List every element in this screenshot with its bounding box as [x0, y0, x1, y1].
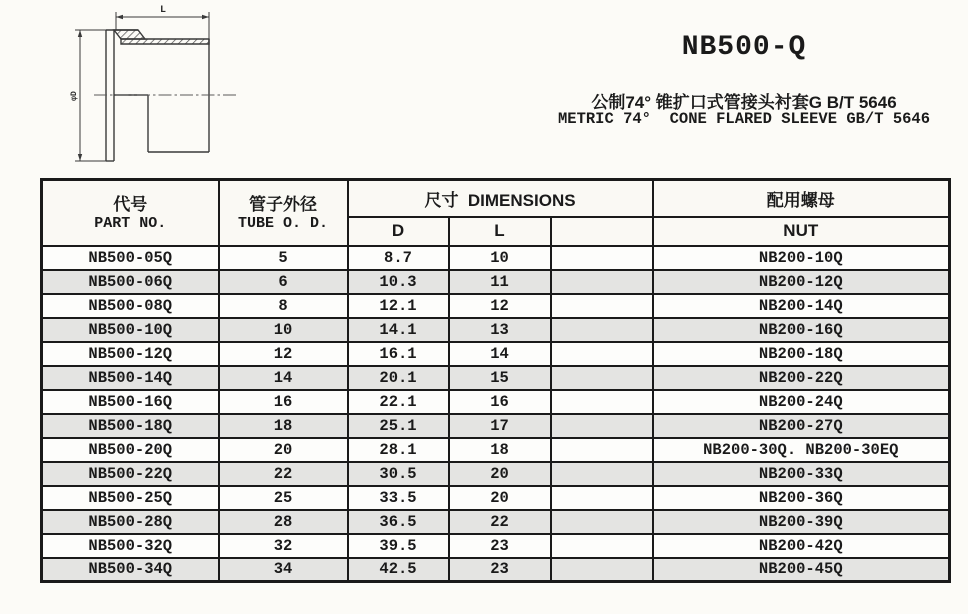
- cell-d: 22.1: [348, 390, 449, 414]
- cell-l: 16: [449, 390, 551, 414]
- cell-l: 17: [449, 414, 551, 438]
- table-row: [42, 270, 950, 294]
- cell-l: 23: [449, 558, 551, 582]
- tube-od-label-cn: 管子外径: [249, 194, 317, 214]
- cell-part-no: NB500-06Q: [42, 270, 219, 294]
- cell-part-no: NB500-10Q: [42, 318, 219, 342]
- cell-nut: NB200-42Q: [653, 534, 950, 558]
- cell-nut: NB200-12Q: [653, 270, 950, 294]
- cell-tube-od: 6: [219, 270, 348, 294]
- cell-l: 23: [449, 534, 551, 558]
- page-title: NB500-Q: [681, 32, 807, 63]
- cell-nut: NB200-27Q: [653, 414, 950, 438]
- spec-table: [40, 178, 951, 583]
- cell-blank: [551, 270, 653, 294]
- cell-l: 18: [449, 438, 551, 462]
- cell-nut: NB200-10Q: [653, 246, 950, 270]
- cell-tube-od: 34: [219, 558, 348, 582]
- cell-blank: [551, 510, 653, 534]
- cell-part-no: NB500-25Q: [42, 486, 219, 510]
- table-row: [42, 342, 950, 366]
- table-row: [42, 438, 950, 462]
- cell-blank: [551, 294, 653, 318]
- part-no-label-en: PART NO.: [94, 214, 167, 232]
- cell-blank: [551, 390, 653, 414]
- col-header-nut-en: NUT: [653, 217, 950, 246]
- col-header-d: D: [348, 217, 449, 246]
- cell-l: 20: [449, 462, 551, 486]
- cell-nut: NB200-24Q: [653, 390, 950, 414]
- dimension-diameter: [75, 30, 110, 161]
- cell-tube-od: 16: [219, 390, 348, 414]
- cell-part-no: NB500-28Q: [42, 510, 219, 534]
- cell-nut: NB200-30Q. NB200-30EQ: [653, 438, 950, 462]
- col-header-blank: [551, 217, 653, 246]
- cell-part-no: NB500-18Q: [42, 414, 219, 438]
- cell-part-no: NB500-20Q: [42, 438, 219, 462]
- cell-d: 28.1: [348, 438, 449, 462]
- cell-d: 36.5: [348, 510, 449, 534]
- cell-part-no: NB500-05Q: [42, 246, 219, 270]
- cell-tube-od: 22: [219, 462, 348, 486]
- table-header: [42, 180, 950, 246]
- cell-d: 25.1: [348, 414, 449, 438]
- col-header-nut-cn: 配用螺母: [653, 180, 950, 217]
- cell-l: 15: [449, 366, 551, 390]
- cell-l: 20: [449, 486, 551, 510]
- cell-d: 33.5: [348, 486, 449, 510]
- cell-blank: [551, 342, 653, 366]
- cell-tube-od: 25: [219, 486, 348, 510]
- tube-od-label-en: TUBE O. D.: [237, 214, 328, 232]
- cell-blank: [551, 414, 653, 438]
- cell-part-no: NB500-34Q: [42, 558, 219, 582]
- cell-blank: [551, 534, 653, 558]
- cell-tube-od: 14: [219, 366, 348, 390]
- table-row: [42, 318, 950, 342]
- cell-nut: NB200-33Q: [653, 462, 950, 486]
- cell-l: 10: [449, 246, 551, 270]
- table-row: [42, 558, 950, 582]
- cell-nut: NB200-36Q: [653, 486, 950, 510]
- subtitle-chinese: 公制74° 锥扩口式管接头衬套G B/T 5646: [591, 93, 897, 112]
- table-row: [42, 294, 950, 318]
- cell-part-no: NB500-22Q: [42, 462, 219, 486]
- table-row: [42, 366, 950, 390]
- cell-tube-od: 10: [219, 318, 348, 342]
- cell-l: 22: [449, 510, 551, 534]
- cell-tube-od: 12: [219, 342, 348, 366]
- cell-tube-od: 20: [219, 438, 348, 462]
- table-row: [42, 246, 950, 270]
- cell-tube-od: 32: [219, 534, 348, 558]
- table-row: [42, 486, 950, 510]
- table-row: [42, 462, 950, 486]
- cell-d: 30.5: [348, 462, 449, 486]
- cell-blank: [551, 462, 653, 486]
- cell-blank: [551, 366, 653, 390]
- cell-tube-od: 8: [219, 294, 348, 318]
- dim-diameter-label: φD: [70, 91, 79, 101]
- dim-length-label: L: [159, 5, 167, 16]
- cell-part-no: NB500-12Q: [42, 342, 219, 366]
- cell-d: 14.1: [348, 318, 449, 342]
- cell-tube-od: 5: [219, 246, 348, 270]
- table-row: [42, 534, 950, 558]
- cell-d: 8.7: [348, 246, 449, 270]
- cell-blank: [551, 558, 653, 582]
- part-no-label-cn: 代号: [113, 194, 148, 214]
- cell-d: 39.5: [348, 534, 449, 558]
- cell-blank: [551, 246, 653, 270]
- cell-nut: NB200-16Q: [653, 318, 950, 342]
- col-header-dimensions: 尺寸 DIMENSIONS: [348, 180, 653, 217]
- cell-l: 13: [449, 318, 551, 342]
- cell-part-no: NB500-08Q: [42, 294, 219, 318]
- cell-d: 16.1: [348, 342, 449, 366]
- technical-drawing: [66, 0, 252, 174]
- cell-nut: NB200-22Q: [653, 366, 950, 390]
- subtitle-english: METRIC 74° CONE FLARED SLEEVE GB/T 5646: [557, 110, 931, 128]
- cell-nut: NB200-18Q: [653, 342, 950, 366]
- cell-nut: NB200-45Q: [653, 558, 950, 582]
- cell-part-no: NB500-14Q: [42, 366, 219, 390]
- cell-tube-od: 18: [219, 414, 348, 438]
- cell-nut: NB200-14Q: [653, 294, 950, 318]
- cell-d: 10.3: [348, 270, 449, 294]
- table-row: [42, 390, 950, 414]
- col-header-tube-od: [219, 180, 348, 246]
- cell-d: 42.5: [348, 558, 449, 582]
- cell-blank: [551, 438, 653, 462]
- cell-d: 12.1: [348, 294, 449, 318]
- sleeve-section-outline: [106, 30, 209, 161]
- cell-blank: [551, 318, 653, 342]
- cell-blank: [551, 486, 653, 510]
- cell-part-no: NB500-32Q: [42, 534, 219, 558]
- table-row: [42, 510, 950, 534]
- table-row: [42, 414, 950, 438]
- cell-l: 11: [449, 270, 551, 294]
- cell-nut: NB200-39Q: [653, 510, 950, 534]
- table-body: [42, 246, 950, 582]
- cell-l: 14: [449, 342, 551, 366]
- cell-tube-od: 28: [219, 510, 348, 534]
- col-header-l: L: [449, 217, 551, 246]
- cell-part-no: NB500-16Q: [42, 390, 219, 414]
- col-header-part-no: [42, 180, 219, 246]
- cell-l: 12: [449, 294, 551, 318]
- cell-d: 20.1: [348, 366, 449, 390]
